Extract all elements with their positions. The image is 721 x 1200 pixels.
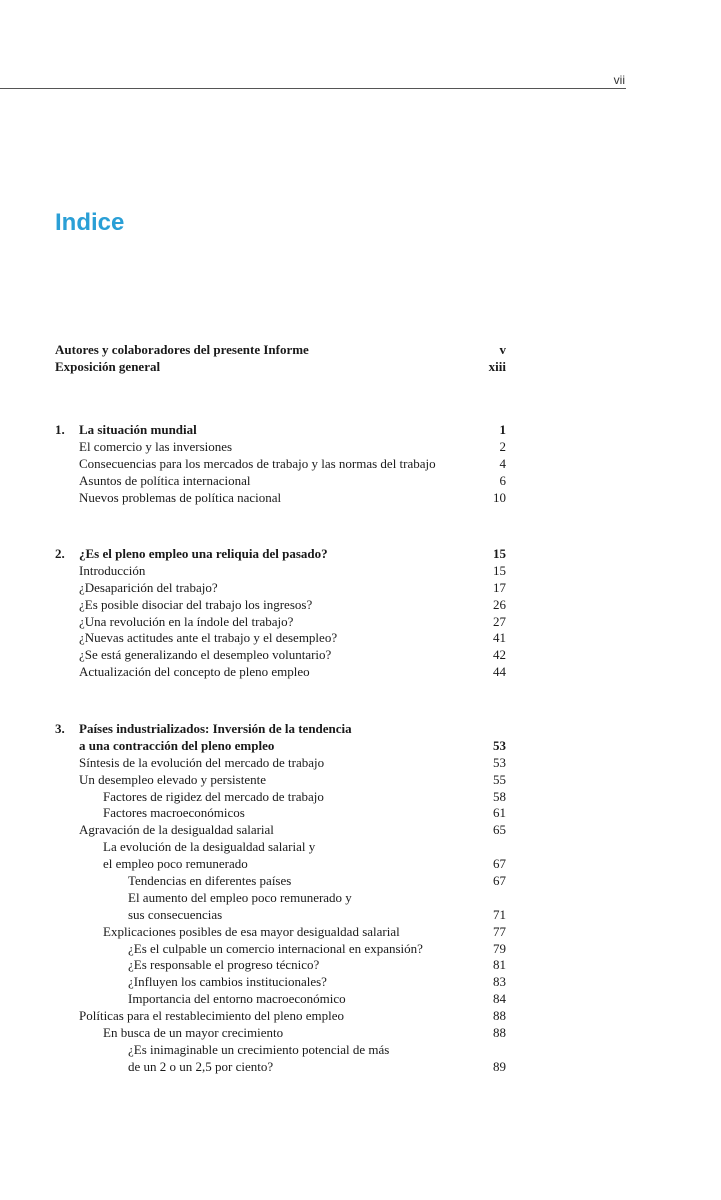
toc-entry-label: ¿Es inimaginable un crecimiento potencial de más <box>128 1041 390 1057</box>
toc-entry-label: Importancia del entorno macroeconómico <box>128 991 346 1007</box>
toc-entry <box>55 647 506 664</box>
toc-entry <box>55 597 506 614</box>
chapter-number: 1. <box>55 422 65 437</box>
toc-entry-page: 81 <box>493 957 506 973</box>
toc-entry-label: de un 2 o un 2,5 por ciento? <box>128 1058 274 1074</box>
toc-entry-label: Actualización del concepto de pleno empleo <box>79 664 310 680</box>
toc-entry-label: Un desempleo elevado y persistente <box>79 771 266 787</box>
toc-entry <box>55 1025 506 1042</box>
toc-entry-page: 42 <box>493 647 506 663</box>
toc-entry-page: 77 <box>493 923 506 939</box>
toc-entry-label: ¿Influyen los cambios institucionales? <box>128 974 327 990</box>
toc-front-entry <box>55 342 506 359</box>
toc-entry <box>55 630 506 647</box>
toc-chapter-heading <box>55 422 506 439</box>
toc-front-entry <box>55 359 506 376</box>
toc-entry-label: ¿Se está generalizando el desempleo voluntario? <box>79 647 332 663</box>
toc-entry-page: 55 <box>493 771 506 787</box>
toc-entry <box>55 839 506 856</box>
chapter-1-section <box>55 422 506 506</box>
toc-entry-page: 17 <box>493 579 506 595</box>
toc-entry-page: 67 <box>493 873 506 889</box>
toc-entry-page: 88 <box>493 1025 506 1041</box>
toc-entry-label: Consecuencias para los mercados de trabajo y las normas del trabajo <box>79 455 436 471</box>
toc-chapter-heading <box>55 738 506 755</box>
toc-chapter-heading <box>55 721 506 738</box>
chapter-2-section <box>55 546 506 681</box>
toc-entry <box>55 890 506 907</box>
toc-entry-page: 6 <box>499 472 506 488</box>
page-number: vii <box>613 73 625 87</box>
chapter-page: 15 <box>493 546 506 561</box>
chapter-title: La situación mundial <box>79 422 197 437</box>
toc-entry-label: Asuntos de política internacional <box>79 472 251 488</box>
toc-entry-page: 15 <box>493 562 506 578</box>
toc-entry-page: 88 <box>493 1008 506 1024</box>
toc-entry <box>55 473 506 490</box>
toc-entry-page: 26 <box>493 596 506 612</box>
toc-entry <box>55 991 506 1008</box>
toc-entry <box>55 856 506 873</box>
toc-entry-page: 2 <box>499 438 506 454</box>
toc-entry <box>55 1059 506 1076</box>
toc-entry <box>55 456 506 473</box>
toc-entry-label: Agravación de la desigualdad salarial <box>79 822 274 838</box>
chapter-3-section <box>55 721 506 1076</box>
toc-entry-label: Factores macroeconómicos <box>103 805 245 821</box>
toc-entry <box>55 563 506 580</box>
toc-entry-label: el empleo poco remunerado <box>103 856 248 872</box>
toc-entry-page: 71 <box>493 906 506 922</box>
toc-entry <box>55 755 506 772</box>
toc-entry-label: El aumento del empleo poco remunerado y <box>128 889 352 905</box>
toc-entry-label: ¿Es el culpable un comercio internacional en expansión? <box>128 940 423 956</box>
toc-entry-label: Tendencias en diferentes países <box>128 873 292 889</box>
toc-entry-page: xiii <box>488 358 506 374</box>
toc-entry-label: Síntesis de la evolución del mercado de trabajo <box>79 754 325 770</box>
toc-entry-label: ¿Es posible disociar del trabajo los ingresos? <box>79 596 313 612</box>
toc-entry-label: ¿Una revolución en la índole del trabajo? <box>79 613 294 629</box>
toc-entry <box>55 439 506 456</box>
toc-entry-page: 67 <box>493 856 506 872</box>
toc-entry-page: 58 <box>493 788 506 804</box>
chapter-title: a una contracción del pleno empleo <box>79 737 275 753</box>
toc-entry <box>55 907 506 924</box>
toc-entry-page: 89 <box>493 1058 506 1074</box>
toc-entry <box>55 490 506 507</box>
toc-entry-label: ¿Es responsable el progreso técnico? <box>128 957 320 973</box>
toc-entry <box>55 957 506 974</box>
toc-entry <box>55 789 506 806</box>
toc-entry-label: En busca de un mayor crecimiento <box>103 1025 284 1041</box>
toc-entry-label: Autores y colaboradores del presente Informe <box>55 342 309 357</box>
toc-entry-label: ¿Desaparición del trabajo? <box>79 579 218 595</box>
toc-entry <box>55 805 506 822</box>
toc-entry <box>55 772 506 789</box>
toc-entry-label: Explicaciones posibles de esa mayor desigualdad salarial <box>103 923 400 939</box>
toc-entry-page: 61 <box>493 805 506 821</box>
toc-entry-page: 10 <box>493 489 506 505</box>
toc-entry-page: 65 <box>493 822 506 838</box>
toc-entry-label: El comercio y las inversiones <box>79 438 233 454</box>
toc-entry-page: 83 <box>493 974 506 990</box>
toc-entry-page: 79 <box>493 940 506 956</box>
chapter-title: ¿Es el pleno empleo una reliquia del pasado? <box>79 546 328 561</box>
toc-entry <box>55 1042 506 1059</box>
toc-entry <box>55 822 506 839</box>
toc-chapter-heading <box>55 546 506 563</box>
toc-entry-label: Introducción <box>79 562 146 578</box>
front-matter-list <box>55 342 506 376</box>
toc-entry-label: Nuevos problemas de política nacional <box>79 489 282 505</box>
toc-entry-label: Factores de rigidez del mercado de trabajo <box>103 788 324 804</box>
chapter-title: Países industrializados: Inversión de la tendencia <box>79 721 352 736</box>
toc-entry <box>55 974 506 991</box>
toc-entry <box>55 873 506 890</box>
toc-entry-page: 53 <box>493 754 506 770</box>
toc-entry <box>55 580 506 597</box>
toc-entry-label: sus consecuencias <box>128 906 223 922</box>
chapter-page: 1 <box>499 422 506 437</box>
toc-entry-label: Exposición general <box>55 358 161 374</box>
chapter-page: 53 <box>493 737 506 753</box>
chapter-number: 3. <box>55 721 65 736</box>
toc-entry-page: v <box>499 342 506 357</box>
chapter-number: 2. <box>55 546 65 561</box>
toc-entry-page: 84 <box>493 991 506 1007</box>
toc-entry <box>55 614 506 631</box>
toc-entry-page: 44 <box>493 664 506 680</box>
toc-entry-page: 4 <box>499 455 506 471</box>
toc-entry <box>55 941 506 958</box>
toc-entry <box>55 1008 506 1025</box>
toc-entry-page: 27 <box>493 613 506 629</box>
toc-entry <box>55 924 506 941</box>
toc-entry-page: 41 <box>493 630 506 646</box>
header-rule <box>0 88 626 89</box>
toc-entry-label: La evolución de la desigualdad salarial y <box>103 839 316 855</box>
page-title: Indice <box>55 209 125 236</box>
toc-entry-label: ¿Nuevas actitudes ante el trabajo y el desempleo? <box>79 630 338 646</box>
toc-entry-label: Políticas para el restablecimiento del pleno empleo <box>79 1008 344 1024</box>
toc-entry <box>55 664 506 681</box>
